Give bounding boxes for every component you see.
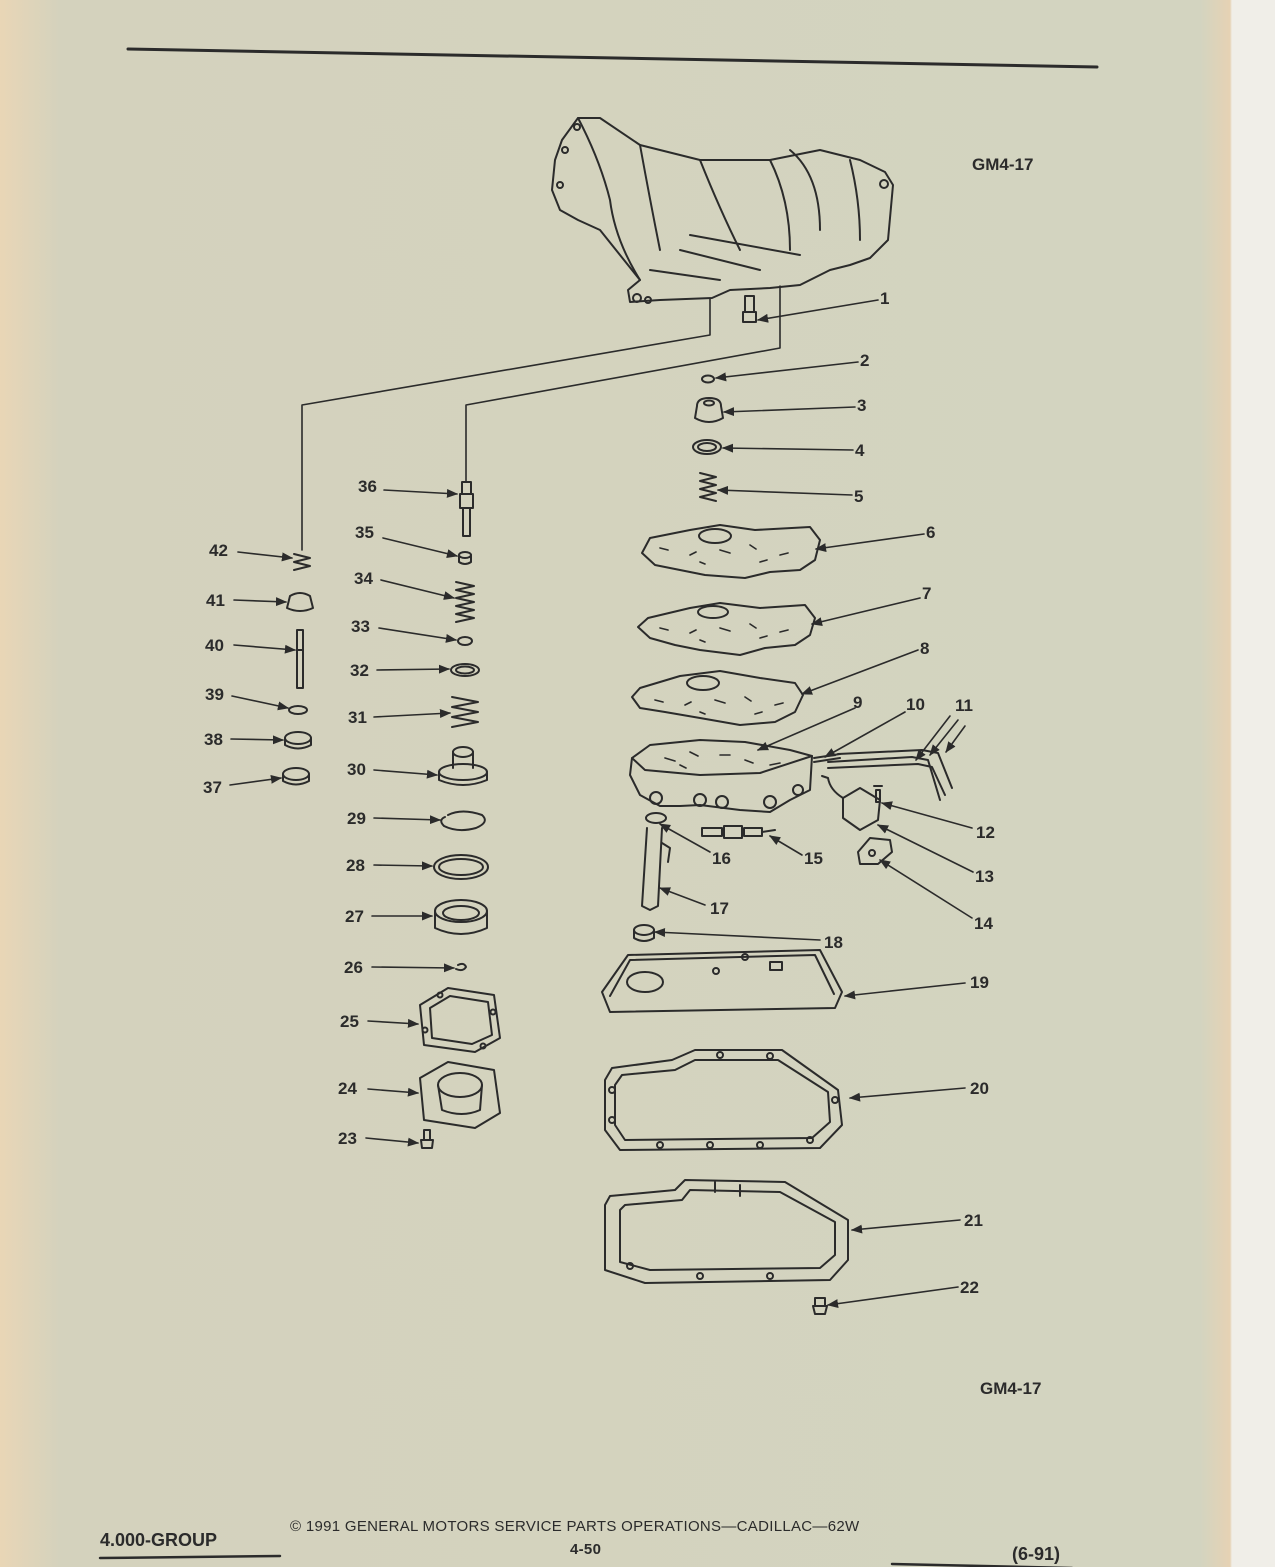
- part-30-piston: [439, 747, 487, 785]
- callout-9: 9: [853, 693, 863, 712]
- callout-16: 16: [712, 849, 731, 868]
- footer-group: 4.000-GROUP: [100, 1530, 218, 1550]
- footer-copyright: © 1991 GENERAL MOTORS SERVICE PARTS OPERATIONS—CADILLAC—62W: [290, 1518, 860, 1535]
- part-36-valve: [460, 482, 473, 536]
- callout-11: 11: [955, 696, 973, 715]
- part-3-cap: [695, 398, 723, 422]
- callout-32: 32: [350, 661, 369, 680]
- callout-6: 6: [926, 523, 936, 542]
- callout-19: 19: [970, 973, 989, 992]
- part-20-pan-gasket: [605, 1050, 842, 1150]
- part-5-spring: [700, 473, 716, 501]
- part-41-cap: [287, 593, 313, 611]
- callout-4: 4: [855, 441, 865, 460]
- part-26-clip: [456, 964, 466, 970]
- callout-36: 36: [358, 477, 377, 496]
- callout-34: 34: [354, 569, 373, 588]
- footer-rule-left: [100, 1556, 280, 1558]
- callout-3: 3: [857, 396, 867, 415]
- leader-line-36: [466, 286, 780, 482]
- callout-14: 14: [974, 914, 993, 933]
- part-39-washer: [289, 706, 307, 714]
- part-28-seal-ring: [434, 855, 488, 879]
- callout-35: 35: [355, 523, 374, 542]
- figure-code-top: GM4-17: [972, 155, 1034, 174]
- callout-12: 12: [976, 823, 995, 842]
- callout-21: 21: [964, 1211, 983, 1230]
- part-37-seal: [283, 768, 309, 785]
- part-31-spring: [452, 697, 478, 727]
- callout-40: 40: [205, 636, 224, 655]
- part-14-gasket: [858, 838, 892, 864]
- part-29-snap-ring: [441, 812, 485, 831]
- part-38-retainer: [285, 732, 311, 749]
- callout-5: 5: [854, 487, 864, 506]
- part-18-seal: [634, 925, 654, 941]
- part-15-valve: [702, 826, 775, 838]
- part-4-snap-ring: [693, 440, 721, 454]
- part-19-filter: [602, 950, 842, 1012]
- callout-33: 33: [351, 617, 370, 636]
- part-6-gasket: [642, 525, 820, 578]
- callout-17: 17: [710, 899, 729, 918]
- callout-18: 18: [824, 933, 843, 952]
- part-40-pin: [297, 630, 303, 688]
- part-22-bolt: [813, 1298, 827, 1314]
- part-2-washer: [702, 376, 714, 383]
- callout-20: 20: [970, 1079, 989, 1098]
- part-35-plug: [459, 552, 471, 564]
- part-32-ring: [451, 664, 479, 676]
- callout-15: 15: [804, 849, 823, 868]
- part-17-pipe: [642, 828, 670, 910]
- callout-28: 28: [346, 856, 365, 875]
- top-rule: [128, 49, 1097, 67]
- part-13-switch: [822, 776, 880, 830]
- callout-41: 41: [206, 591, 225, 610]
- callout-2: 2: [860, 351, 870, 370]
- part-23-bolt: [421, 1130, 433, 1148]
- callout-8: 8: [920, 639, 930, 658]
- part-11-tubes: [828, 750, 952, 800]
- callout-7: 7: [922, 584, 932, 603]
- part-27-housing: [435, 900, 487, 934]
- callout-27: 27: [345, 907, 364, 926]
- figure-code-bottom: GM4-17: [980, 1379, 1042, 1398]
- part-33-washer: [458, 637, 472, 645]
- callout-42: 42: [209, 541, 228, 560]
- callout-22: 22: [960, 1278, 979, 1297]
- part-8-gasket: [632, 671, 803, 725]
- callout-31: 31: [348, 708, 367, 727]
- part-34-spring: [456, 582, 474, 622]
- callout-37: 37: [203, 778, 222, 797]
- callout-24: 24: [338, 1079, 357, 1098]
- part-42-spring: [294, 554, 310, 570]
- callout-25: 25: [340, 1012, 359, 1031]
- callout-26: 26: [344, 958, 363, 977]
- leader-line-42: [302, 298, 710, 550]
- part-7-gasket: [638, 603, 815, 655]
- callout-30: 30: [347, 760, 366, 779]
- callout-13: 13: [975, 867, 994, 886]
- part-16-seal: [646, 813, 666, 823]
- callout-38: 38: [204, 730, 223, 749]
- transmission-case: [552, 118, 893, 322]
- callout-10: 10: [906, 695, 925, 714]
- footer-revision: (6-91): [1012, 1544, 1061, 1564]
- part-21-oil-pan: [605, 1180, 848, 1283]
- callout-39: 39: [205, 685, 224, 704]
- part-24-cover: [420, 1062, 500, 1128]
- callout-29: 29: [347, 809, 366, 828]
- footer-page-number: 4-50: [570, 1541, 602, 1558]
- part-25-gasket: [420, 988, 500, 1052]
- callout-1: 1: [880, 289, 890, 308]
- callout-23: 23: [338, 1129, 357, 1148]
- part-9-valve-body: [630, 740, 812, 812]
